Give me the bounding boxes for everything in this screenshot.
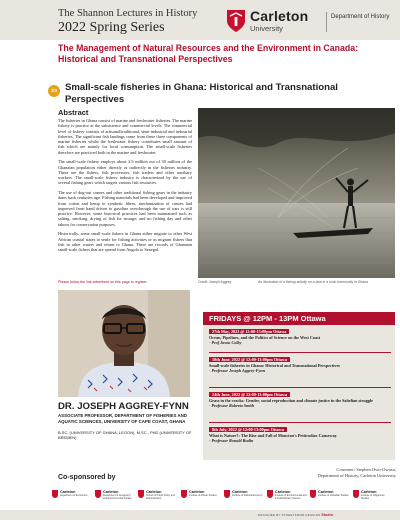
- cosponsored-heading: Co-sponsored by: [58, 474, 116, 481]
- abstract-paragraph: The fisheries in Ghana consist of marine and freshwater fisheries. The marine fishery is practice at the subsistence and commercial levels. The commercial level of fishery consists of artisanal/traditional, semi-industrial and industrial fisheries. The significant fish landings come from these three components of marine fisheries whilst the freshwater fishery contributes small amount of fish which are mainly for local consumption. The small-scale fisheries therefore are practiced both in the marine and freshwater.: [58, 118, 192, 155]
- schedule-item-date: 8th July, 2022 @ 12:00-13:00pm Ottawa: [209, 427, 287, 432]
- header-band: [0, 0, 400, 40]
- sponsor-unit: Department of Geography and Environmental Studies: [103, 494, 132, 500]
- talk-number-badge: [48, 85, 60, 97]
- shield-icon: [267, 490, 273, 498]
- schedule-item: [209, 329, 391, 346]
- abstract-paragraph: The small-scale fishery employs about 2.5 million out of 30 million of the Ghanaian population either directly or indirectly in the fisheries industry. These are the fishers, fish processors, fish traders and other auxiliary workers. The small-scale fishery industry is characterized by the use of several fishing gears which targets various fish resources.: [58, 159, 192, 186]
- speaker-photo-image: [58, 290, 190, 397]
- footer-credit-text: DESIGNED BY STREETFROM DESIGNS: [258, 513, 321, 517]
- schedule-divider: [209, 387, 391, 388]
- sponsor-logo[interactable]: [267, 487, 307, 505]
- logo-divider: [326, 12, 327, 32]
- abstract-heading: Abstract: [58, 108, 89, 117]
- sponsor-name: Carleton: [361, 490, 377, 494]
- logo-subtitle: University: [250, 24, 283, 33]
- schedule-item: [209, 392, 391, 409]
- photo-caption: An illustration of a fishing activity on a lake in a rural community in Ghana: [258, 280, 368, 284]
- sponsor-unit: Department of Economics: [60, 494, 88, 497]
- shield-icon: [224, 490, 230, 498]
- schedule-header: [203, 312, 395, 325]
- speaker-portrait: [58, 290, 190, 397]
- fishing-scene-image: [198, 108, 395, 278]
- sponsor-logo[interactable]: [95, 487, 135, 505]
- sponsor-unit: School of Public Policy and Administration: [146, 494, 175, 500]
- shield-icon: [181, 490, 187, 498]
- schedule-header-label: FRIDAYS @ 12PM - 13PM Ottawa: [209, 314, 326, 323]
- shield-icon: [353, 490, 359, 498]
- speaker-degrees: B.SC. (UNIVERSITY OF GHANA, LEGON), M.SC., PHD (UNIVERSITY OF BREMEN): [58, 430, 192, 441]
- department-label: Department of History: [331, 14, 390, 20]
- schedule-item-speaker: - Professor Joseph Aggrey-Fynn: [209, 368, 266, 374]
- sponsor-name: Carleton: [318, 490, 334, 494]
- schedule-item-date: 10th June, 2022 @ 12:00-13:00pm Ottawa: [209, 357, 290, 362]
- schedule-item-title: What is Nature?: The Rise and Fall of Moncton's Petitcodiac Causeway: [209, 433, 337, 438]
- convener-affiliation: Department of History, Carleton University: [317, 472, 396, 478]
- shield-icon: [95, 490, 101, 498]
- series-year: 2022 Spring Series: [58, 20, 165, 35]
- schedule-panel: [203, 312, 395, 460]
- sponsor-logo[interactable]: [52, 487, 92, 505]
- sponsor-name: Carleton: [232, 490, 248, 494]
- sponsor-name: Carleton: [146, 490, 162, 494]
- sponsor-name: Carleton: [275, 490, 291, 494]
- shield-icon: [138, 490, 144, 498]
- abstract-body: [58, 118, 192, 257]
- sponsor-logos: [52, 487, 398, 505]
- logo-wordmark: Carleton: [250, 8, 309, 24]
- talk-title: Small-scale fisheries in Ghana: Historical and Transnational Perspectives: [65, 82, 338, 105]
- sponsor-logo[interactable]: [138, 487, 178, 505]
- sponsor-name: Carleton: [103, 490, 119, 494]
- schedule-item-speaker: - Professor Ronald Rudin: [209, 438, 254, 444]
- abstract-paragraph: The use of dug-out canoes and other traditional fishing gears in the industry dates back centuries ago. Fishing materials had been developed and improved from cotton and hemp to synthetic fibres, mechanization of canoes had improved from hand driven to gasoline overthrough the use of oars is still practice. However, some historical practices had been maintained such as salting, smoking, drying of fish for storage; and no fishing day and other taboos for conservation purposes.: [58, 189, 192, 227]
- schedule-item-title: Ocean, Pipelines, and the Politics of Science on the West Coast: [209, 335, 321, 340]
- sponsor-logo[interactable]: [310, 487, 350, 505]
- schedule-item-speaker: - Prof Jason Colby: [209, 340, 242, 346]
- footer-brand: Studio: [321, 513, 334, 517]
- abstract-paragraph: Historically, some small-scale fishers in Ghana either migrate to other West African coastal states to settle for fishing activities or as migrant fishers that fish in other waters and return to Ghana. There are records of Ghanaian small-scale fishers that are spread from Angola to Senegal.: [58, 231, 192, 253]
- shield-icon: [226, 9, 246, 33]
- sponsor-logo[interactable]: [181, 487, 221, 505]
- sponsor-unit: Institute of Canadian Studies: [318, 494, 349, 497]
- sponsor-unit: Institute of African Studies: [189, 494, 217, 497]
- footer-credit: [258, 513, 333, 517]
- sponsor-unit: Institute of Indigenous Studies: [361, 494, 385, 500]
- schedule-divider: [209, 352, 391, 353]
- schedule-item-date: 27th May, 2022 @ 12:00-13:00pm Ottawa: [209, 329, 289, 334]
- photo-credit: Credit: Joseph Aggrey: [198, 280, 232, 284]
- shield-icon: [52, 490, 58, 498]
- sponsor-unit: Institute of Political Economy: [232, 494, 263, 497]
- sponsor-logo[interactable]: [224, 487, 264, 505]
- speaker-role: ASSOCIATE PROFESSOR, DEPARTMENT OF FISHERIES AND AQUATIC SCIENCES, UNIVERSITY OF CAPE COAST, GHANA: [58, 413, 187, 424]
- schedule-item-speaker: - Professor Roberta Smith: [209, 403, 255, 409]
- schedule-item-title: Small-scale fisheries in Ghana: Historical and Transnational Perspectives: [209, 363, 340, 368]
- sponsor-name: Carleton: [189, 490, 205, 494]
- footer-band: [0, 510, 400, 520]
- schedule-item: [209, 427, 391, 444]
- speaker-name: DR. JOSEPH AGGREY-FYNN: [58, 401, 189, 412]
- sponsor-name: Carleton: [60, 490, 76, 494]
- schedule-item-date: 24th June, 2022 @ 12:00-13:00pm Ottawa: [209, 392, 290, 397]
- fishing-photo: [198, 108, 395, 278]
- shield-icon: [310, 490, 316, 498]
- convener: [280, 467, 396, 478]
- schedule-divider: [209, 422, 391, 423]
- badge-label: 3/4: [51, 88, 57, 93]
- series-theme-title: The Management of Natural Resources and the Environment in Canada: Historical and Transnational Perspectives: [58, 43, 359, 64]
- sponsor-unit: Institute of Environmental and Interdisciplinary Science: [275, 494, 307, 500]
- series-name: The Shannon Lectures in History: [58, 8, 198, 19]
- convener-name: Convener: Stephen Owo-Owusu,: [336, 467, 396, 472]
- sponsor-logo[interactable]: [353, 487, 393, 505]
- registration-note[interactable]: Please follow the link advertised on this page to register.: [58, 280, 148, 284]
- schedule-item: [209, 357, 391, 374]
- schedule-item-title: Grass in the cracks: Gender, social reproduction and climate justice in the Sahelian struggle: [209, 398, 373, 403]
